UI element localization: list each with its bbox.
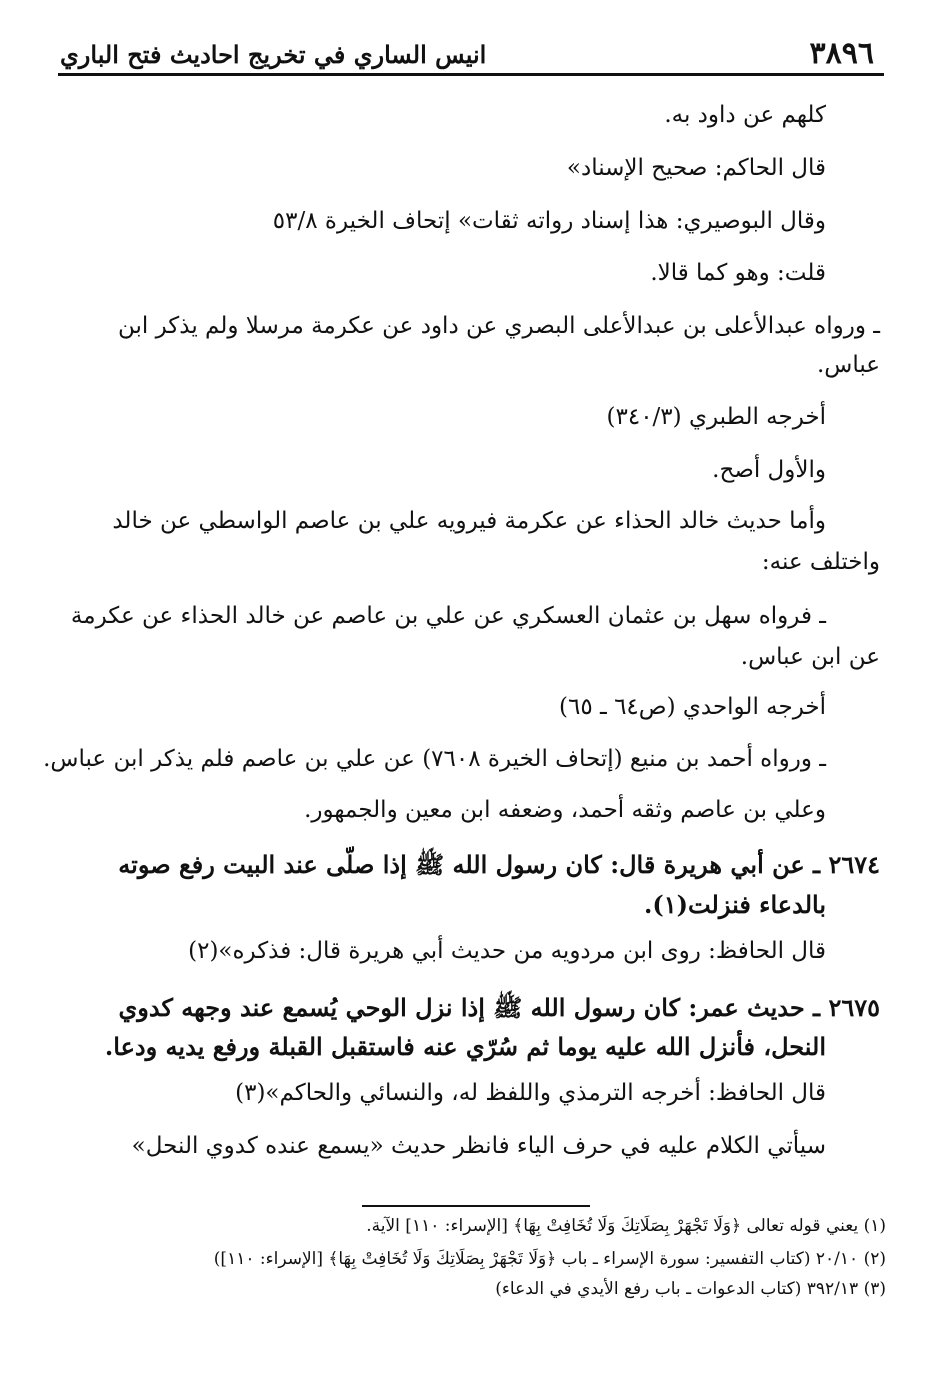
text-line: ـ فرواه سهل بن عثمان العسكري عن علي بن عاصم عن خالد الحذاء عن عكرمة [70, 603, 826, 629]
text-line: وأما حديث خالد الحذاء عن عكرمة فيرويه علي بن عاصم الواسطي عن خالد [112, 508, 826, 534]
text-line: ـ ورواه أحمد بن منيع (إتحاف الخيرة ٧٦٠٨) عن علي بن عاصم فلم يذكر ابن عباس. [43, 746, 826, 772]
text-line: قلت: وهو كما قالا. [650, 260, 826, 286]
page-number: ٣٨٩٦ [809, 36, 874, 71]
running-title: انيس الساري في تخريج احاديث فتح الباري [60, 40, 487, 69]
text-line: قال الحاكم: صحيح الإسناد» [566, 155, 826, 181]
running-header [58, 30, 884, 76]
text-line: كلهم عن داود به. [664, 102, 826, 128]
text-line: عن ابن عباس. [740, 644, 880, 670]
footnote: (٢) ٢٠/١٠ (كتاب التفسير: سورة الإسراء ـ باب ﴿وَلَا تَجْهَرْ بِصَلَاتِكَ وَلَا تُخَافِتْ بِهَا﴾ [الإسراء: ١١٠]) [213, 1249, 886, 1269]
hadith-2674-line: بالدعاء فنزلت(١). [644, 890, 826, 919]
hadith-2675-line: النحل، فأنزل الله عليه يوما ثم سُرّي عنه فاستقبل القبلة ورفع يديه ودعا. [104, 1032, 826, 1061]
footnote: (٣) ٣٩٢/١٣ (كتاب الدعوات ـ باب رفع الأيدي في الدعاء) [495, 1279, 886, 1299]
text-line: واختلف عنه: [761, 549, 880, 575]
text-line: وقال البوصيري: هذا إسناد رواته ثقات» إتحاف الخيرة ٥٣/٨ [272, 208, 826, 234]
text-line: أخرجه الطبري (٣٤٠/٣) [606, 404, 826, 430]
hadith-2675-line: ٢٦٧٥ ـ حديث عمر: كان رسول الله ﷺ إذا نزل الوحي يُسمع عند وجهه كدوي [118, 993, 880, 1022]
header-rule [58, 73, 884, 76]
text-line: وعلي بن عاصم وثقه أحمد، وضعفه ابن معين والجمهور. [304, 797, 826, 823]
text-line: ـ ورواه عبدالأعلى بن عبدالأعلى البصري عن داود عن عكرمة مرسلا ولم يذكر ابن [118, 313, 880, 339]
hafiz-comment: قال الحافظ: أخرجه الترمذي واللفظ له، والنسائي والحاكم»(٣) [235, 1080, 826, 1106]
text-line: والأول أصح. [712, 457, 826, 483]
hadith-2674-line: ٢٦٧٤ ـ عن أبي هريرة قال: كان رسول الله ﷺ إذا صلّى عند البيت رفع صوته [118, 850, 880, 879]
text-line: سيأتي الكلام عليه في حرف الياء فانظر حديث «يسمع عنده كدوي النحل» [131, 1133, 826, 1159]
footnote: (١) يعني قوله تعالى ﴿وَلَا تَجْهَرْ بِصَلَاتِكَ وَلَا تُخَافِتْ بِهَا﴾ [الإسراء: ١١٠] الآية. [366, 1216, 886, 1236]
hafiz-comment: قال الحافظ: روى ابن مردويه من حديث أبي هريرة قال: فذكره»(٢) [188, 938, 826, 964]
footnote-rule [362, 1205, 590, 1207]
text-line: عباس. [816, 352, 880, 378]
text-line: أخرجه الواحدي (ص٦٤ ـ ٦٥) [558, 694, 826, 720]
